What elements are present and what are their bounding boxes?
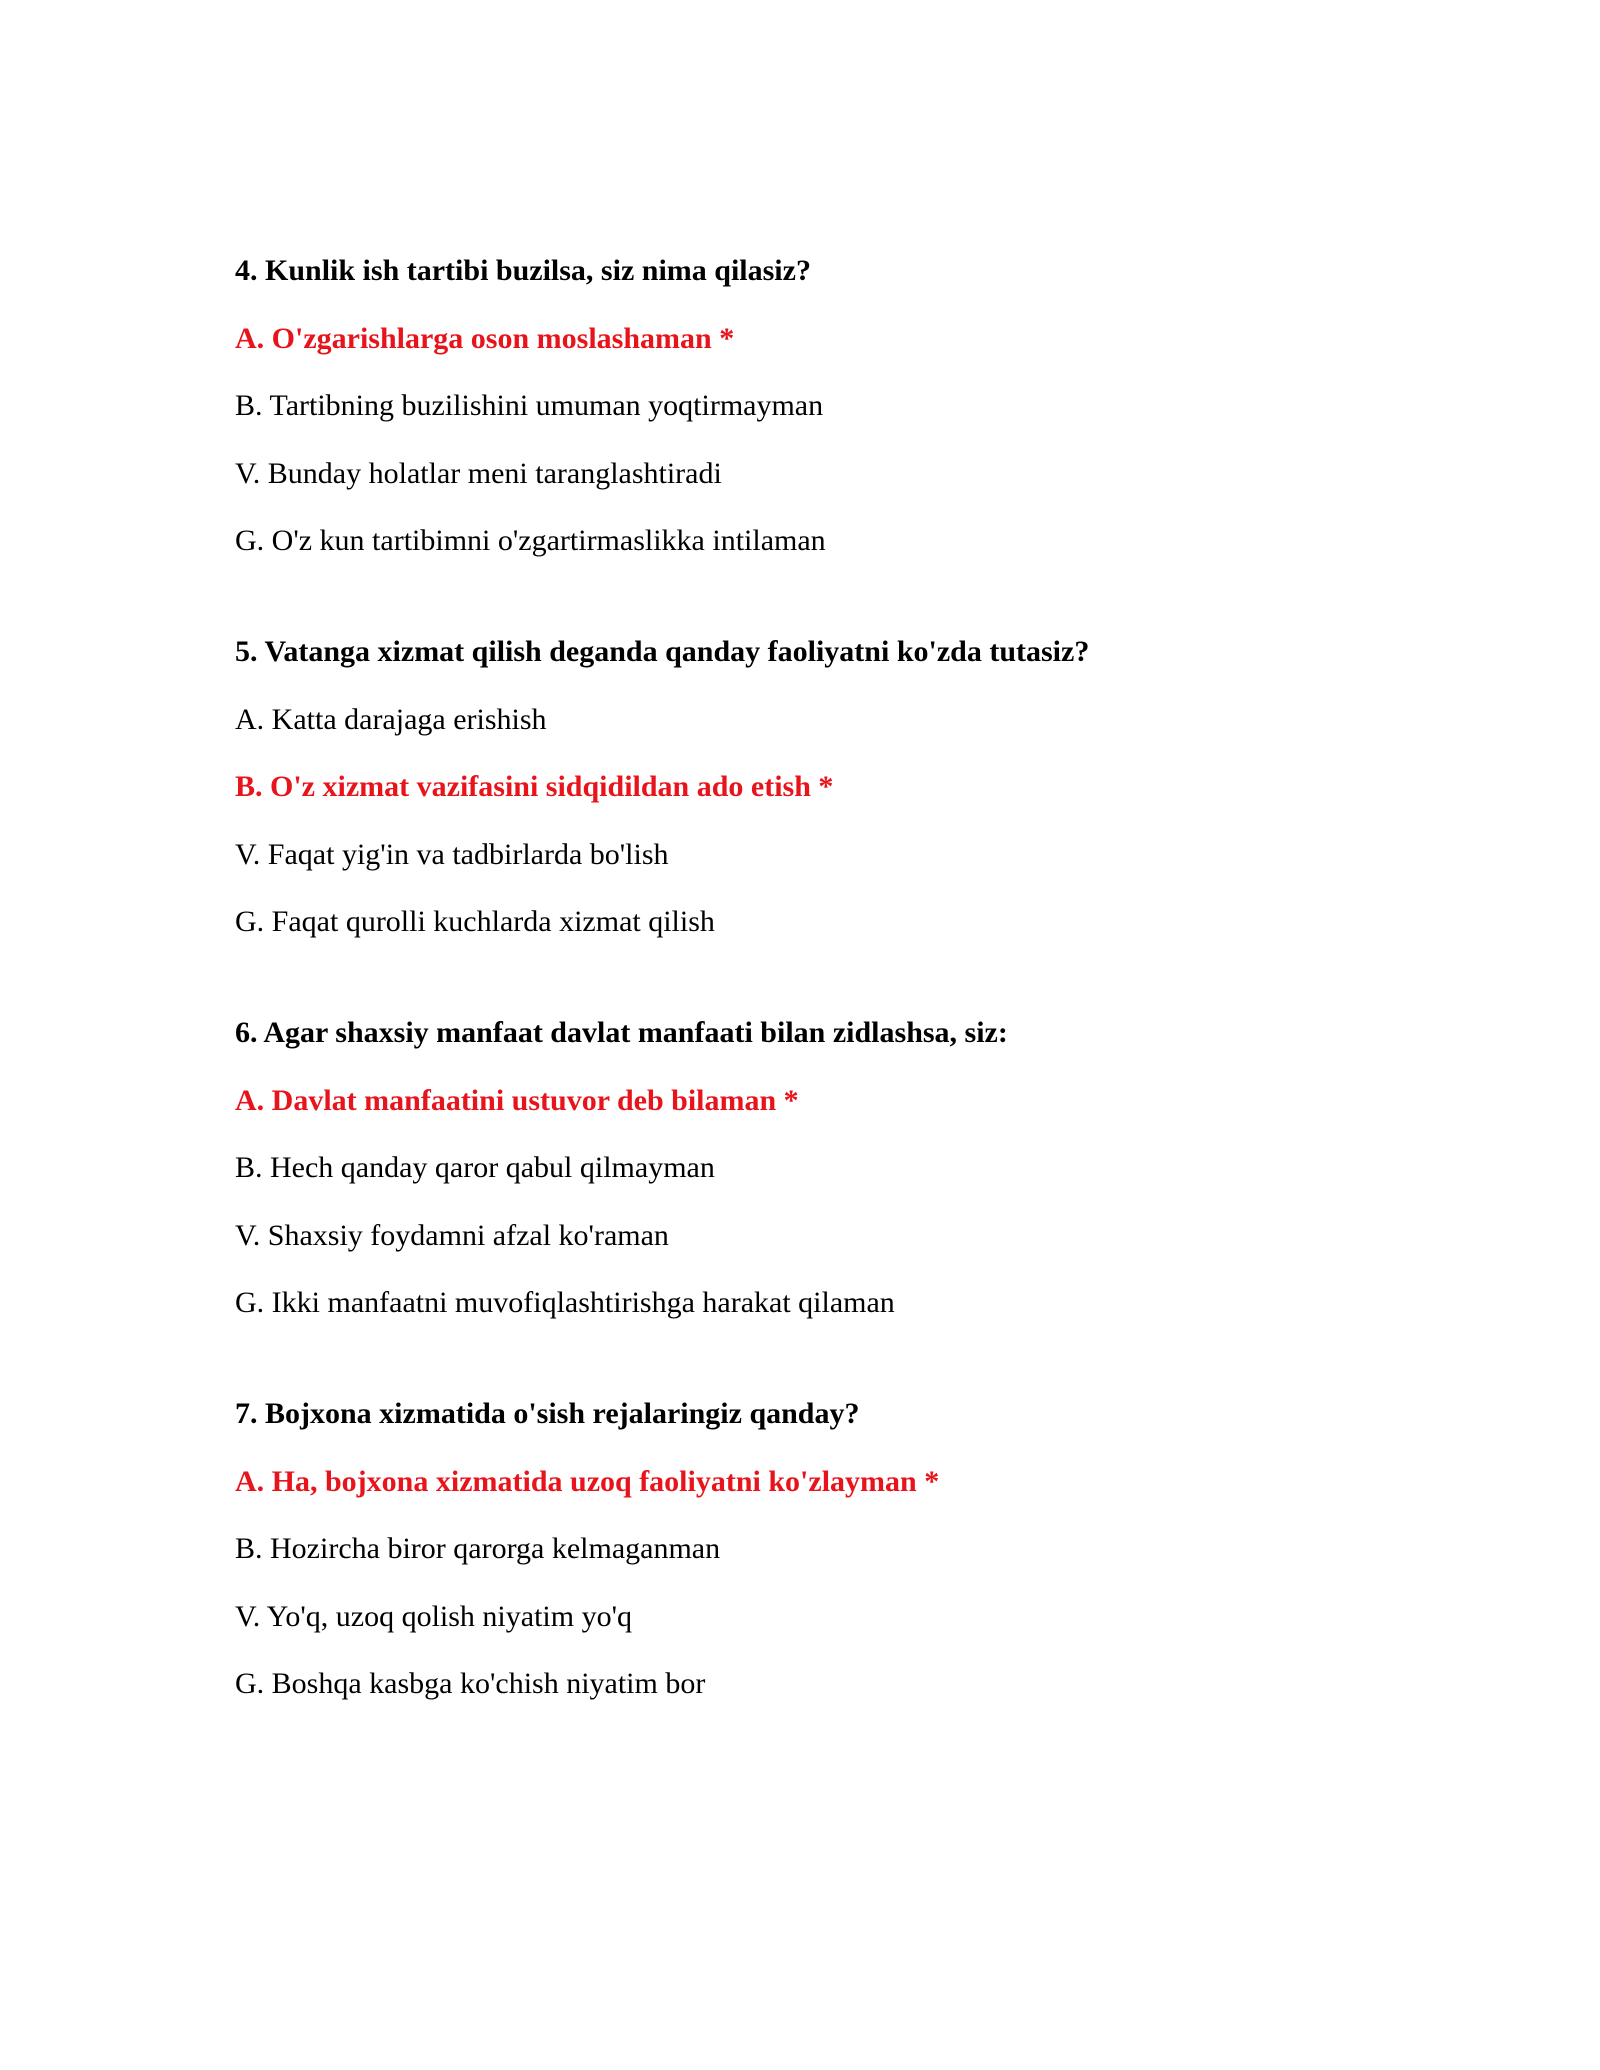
question-text: 5. Vatanga xizmat qilish deganda qanday faoliyatni ko'zda tutasiz? — [235, 635, 1090, 668]
answer-option: B. Hech qanday qaror qabul qilmayman — [235, 1151, 715, 1184]
answer-option: V. Faqat yig'in va tadbirlarda bo'lish — [235, 837, 669, 871]
question-text: 7. Bojxona xizmatida o'sish rejalaringiz qanday? — [235, 1397, 860, 1430]
answer-option: A. O'zgarishlarga oson moslashaman * — [235, 321, 735, 355]
answer-option: A. Davlat manfaatini ustuvor deb bilaman * — [235, 1083, 799, 1117]
answer-option: B. Hozircha biror qarorga kelmaganman — [235, 1532, 721, 1565]
question-text: 6. Agar shaxsiy manfaat davlat manfaati bilan zidlashsa, siz: — [235, 1016, 1008, 1049]
question-6 — [235, 1016, 1480, 1320]
question-4 — [235, 254, 1480, 558]
answer-option: B. Tartibning buzilishini umuman yoqtirmayman — [235, 389, 824, 422]
answer-option: V. Yo'q, uzoq qolish niyatim yo'q — [235, 1599, 632, 1633]
answer-option: G. Boshqa kasbga ko'chish niyatim bor — [235, 1667, 706, 1700]
question-5 — [235, 635, 1480, 939]
answer-option: V. Shaxsiy foydamni afzal ko'raman — [235, 1218, 669, 1252]
answer-option: G. Faqat qurolli kuchlarda xizmat qilish — [235, 905, 715, 938]
question-text: 4. Kunlik ish tartibi buzilsa, siz nima qilasiz? — [235, 254, 811, 287]
answer-option: A. Katta darajaga erishish — [235, 702, 547, 736]
answer-option: V. Bunday holatlar meni taranglashtiradi — [235, 456, 722, 490]
question-7 — [235, 1397, 1480, 1701]
answer-option: G. O'z kun tartibimni o'zgartirmaslikka intilaman — [235, 524, 826, 557]
answer-option: B. O'z xizmat vazifasini sidqidildan ado etish * — [235, 770, 834, 803]
answer-option: G. Ikki manfaatni muvofiqlashtirishga harakat qilaman — [235, 1286, 895, 1319]
answer-option: A. Ha, bojxona xizmatida uzoq faoliyatni ko'zlayman * — [235, 1464, 940, 1498]
